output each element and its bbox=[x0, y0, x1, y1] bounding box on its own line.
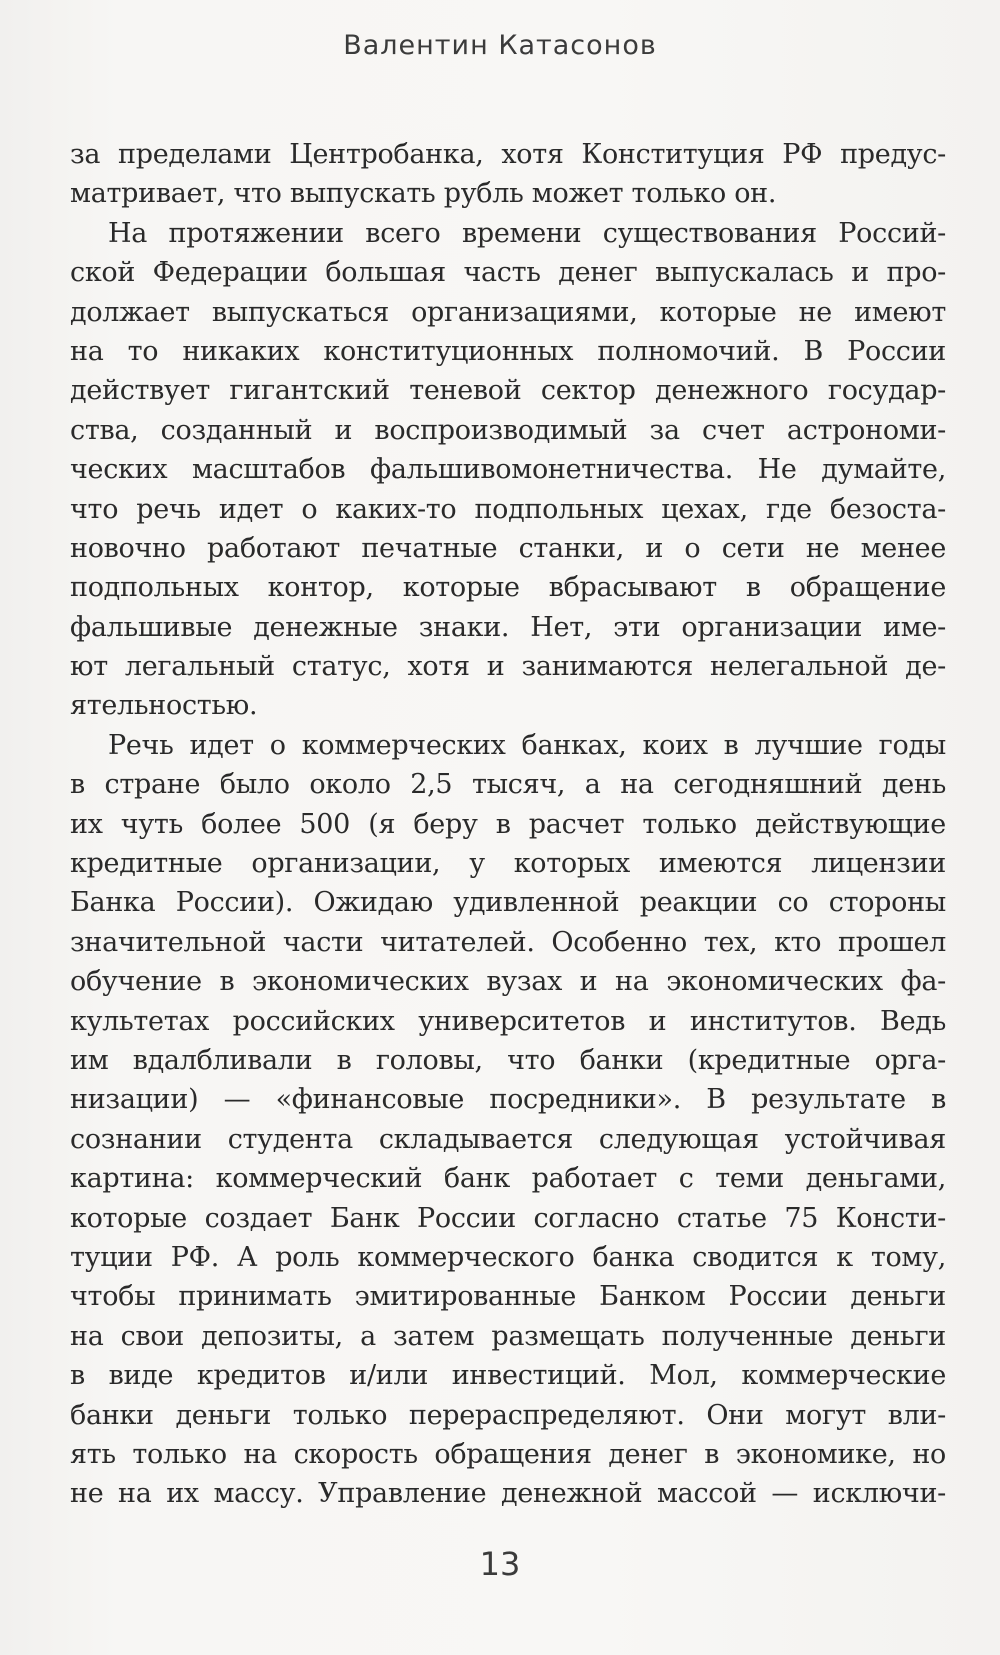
text-line: низации) — «финансовые посредники». В результате в bbox=[70, 1084, 946, 1116]
text-line: новочно работают печатные станки, и о сети не менее bbox=[70, 532, 946, 564]
text-line: ют легальный статус, хотя и занимаются нелегальной де- bbox=[70, 651, 946, 683]
text-line: подпольных контор, которые вбрасывают в обращение bbox=[70, 572, 946, 604]
text-line: значительной части читателей. Особенно тех, кто прошел bbox=[70, 926, 946, 958]
text-line: которые создает Банк России согласно статье 75 Консти- bbox=[70, 1202, 946, 1234]
text-line: фальшивые денежные знаки. Нет, эти организации име- bbox=[70, 611, 946, 643]
text-line: не на их массу. Управление денежной массой — исключи- bbox=[70, 1478, 946, 1510]
text-line: культетах российских университетов и институтов. Ведь bbox=[70, 1005, 946, 1037]
text-line: На протяжении всего времени существования Россий- bbox=[108, 217, 946, 249]
text-line: ятельностью. bbox=[70, 690, 258, 722]
text-line: Банка России). Ожидаю удивленной реакции со стороны bbox=[70, 887, 946, 919]
text-line: матривает, что выпускать рубль может только он. bbox=[70, 178, 777, 210]
text-line: на свои депозиты, а затем размещать полученные деньги bbox=[70, 1320, 946, 1352]
text-line: им вдалбливали в головы, что банки (кредитные орга- bbox=[70, 1044, 946, 1076]
text-line: действует гигантский теневой сектор денежного государ- bbox=[70, 375, 946, 407]
text-line: обучение в экономических вузах и на экономических фа- bbox=[70, 966, 946, 998]
text-line: за пределами Центробанка, хотя Конституция РФ предус- bbox=[70, 139, 946, 170]
text-line: их чуть более 500 (я беру в расчет только действующие bbox=[70, 808, 946, 840]
text-line: кредитные организации, у которых имеются лицензии bbox=[70, 848, 946, 880]
text-line: сознании студента складывается следующая устойчивая bbox=[70, 1123, 946, 1155]
text-line: ства, созданный и воспроизводимый за счет астрономи- bbox=[70, 414, 946, 446]
text-line: картина: коммерческий банк работает с теми деньгами, bbox=[70, 1163, 946, 1195]
text-line: что речь идет о каких-то подпольных цехах, где безоста- bbox=[70, 493, 946, 525]
page-number: 13 bbox=[479, 1545, 521, 1583]
text-line: должает выпускаться организациями, которые не имеют bbox=[70, 296, 946, 328]
text-line: в стране было около 2,5 тысяч, а на сегодняшний день bbox=[70, 769, 946, 801]
body-text bbox=[70, 135, 946, 1514]
text-line: чтобы принимать эмитированные Банком России деньги bbox=[70, 1281, 946, 1313]
text-line: ять только на скорость обращения денег в экономике, но bbox=[70, 1438, 946, 1470]
text-line: ской Федерации большая часть денег выпускалась и про- bbox=[70, 257, 946, 289]
running-head-author: Валентин Катасонов bbox=[343, 30, 657, 61]
text-line: Речь идет о коммерческих банках, коих в лучшие годы bbox=[108, 729, 946, 761]
text-line: банки деньги только перераспределяют. Они могут вли- bbox=[70, 1399, 946, 1431]
text-line: на то никаких конституционных полномочий. В России bbox=[70, 335, 946, 367]
text-line: туции РФ. А роль коммерческого банка сводится к тому, bbox=[70, 1241, 946, 1273]
text-line: ческих масштабов фальшивомонетничества. Не думайте, bbox=[70, 454, 946, 486]
text-line: в виде кредитов и/или инвестиций. Мол, коммерческие bbox=[70, 1360, 946, 1392]
